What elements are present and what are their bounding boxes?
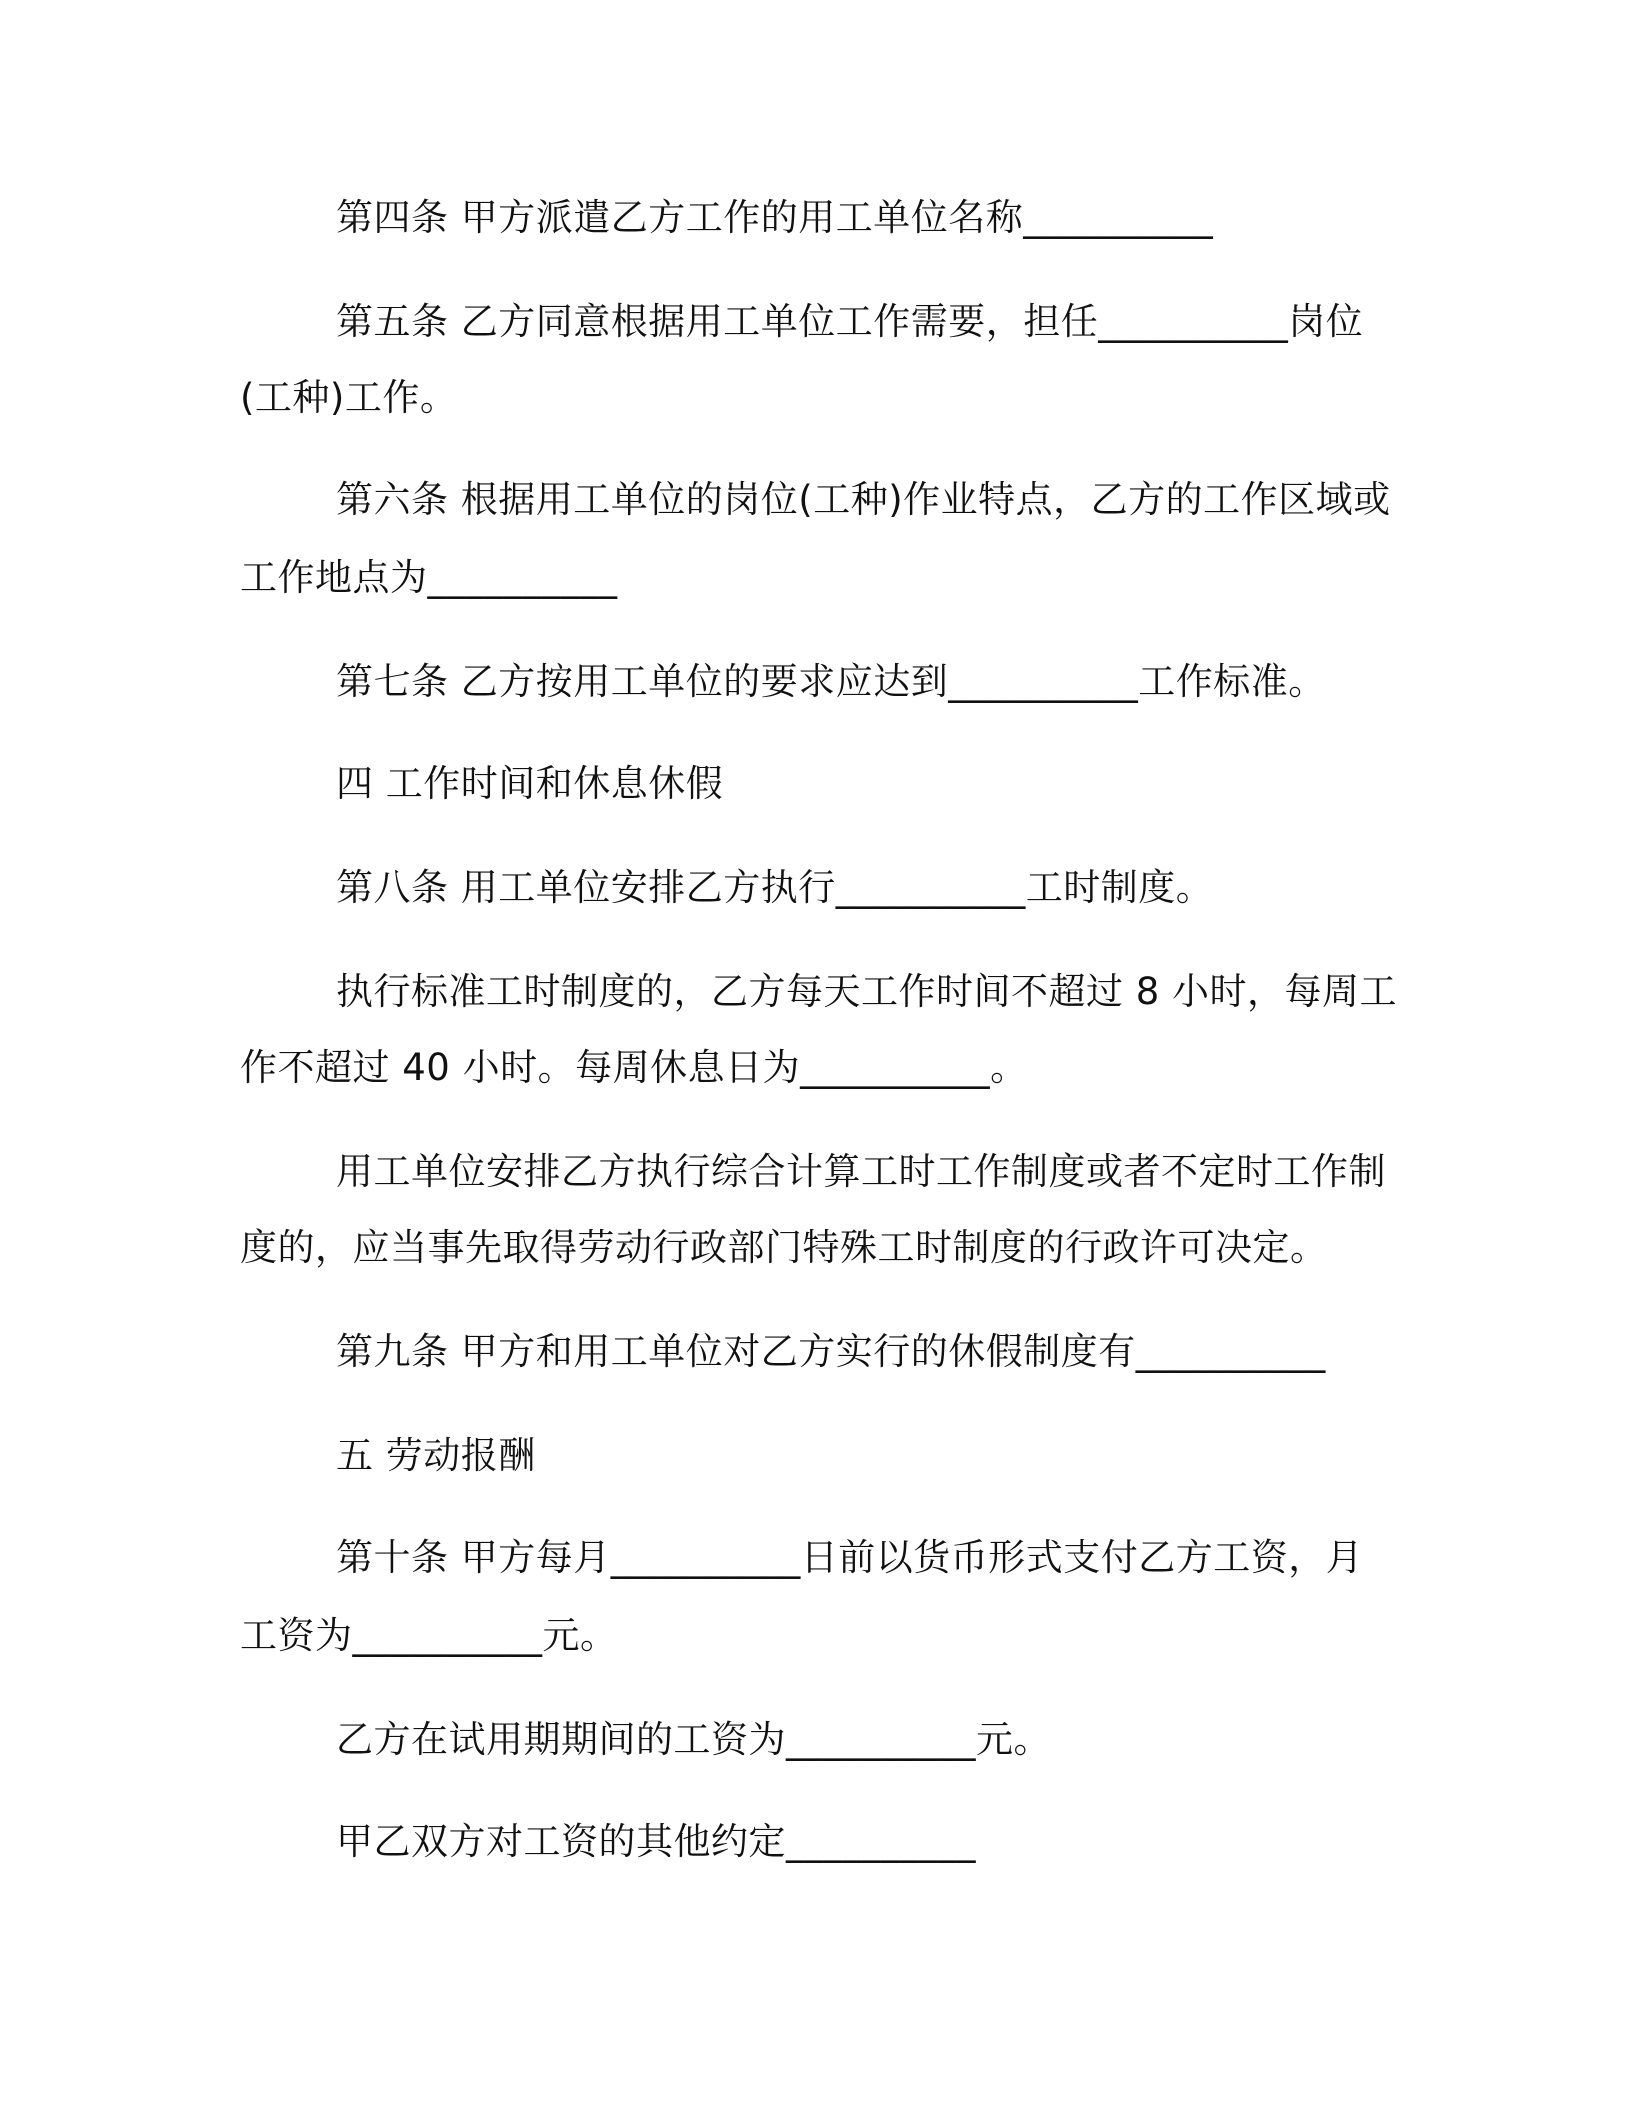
probation-salary-text: 乙方在试用期期间的工资为__________元。 [336,1718,1051,1761]
article-8-text: 第八条 用工单位安排乙方执行__________工时制度。 [336,866,1214,909]
article-10-text: 第十条 甲方每月__________日前以货币形式支付乙方工资，月 [336,1536,1364,1579]
standard-hours-text: 执行标准工时制度的，乙方每天工作时间不超过 8 小时，每周工 [336,970,1398,1013]
article-5-text: 第五条 乙方同意根据用工单位工作需要，担任__________岗位 [336,300,1364,343]
section-5-heading: 五 劳动报酬 [336,1434,536,1477]
section-4-heading: 四 工作时间和休息休假 [336,762,724,805]
article-9-text: 第九条 甲方和用工单位对乙方实行的休假制度有__________ [336,1330,1326,1373]
article-7-text: 第七条 乙方按用工单位的要求应达到__________工作标准。 [336,660,1326,703]
article-5-continuation: (工种)工作。 [240,376,458,419]
article-10-continuation: 工资为__________元。 [240,1614,618,1657]
special-hours-continuation: 度的，应当事先取得劳动行政部门特殊工时制度的行政许可决定。 [240,1226,1328,1269]
article-4-text: 第四条 甲方派遣乙方工作的用工单位名称__________ [336,196,1214,239]
article-6-text: 第六条 根据用工单位的岗位(工种)作业特点，乙方的工作区域或 [336,478,1391,521]
other-salary-terms-text: 甲乙双方对工资的其他约定__________ [336,1820,976,1863]
article-6-continuation: 工作地点为__________ [240,556,618,599]
standard-hours-continuation: 作不超过 40 小时。每周休息日为__________。 [240,1046,1028,1089]
special-hours-text: 用工单位安排乙方执行综合计算工时工作制度或者不定时工作制 [336,1150,1386,1193]
